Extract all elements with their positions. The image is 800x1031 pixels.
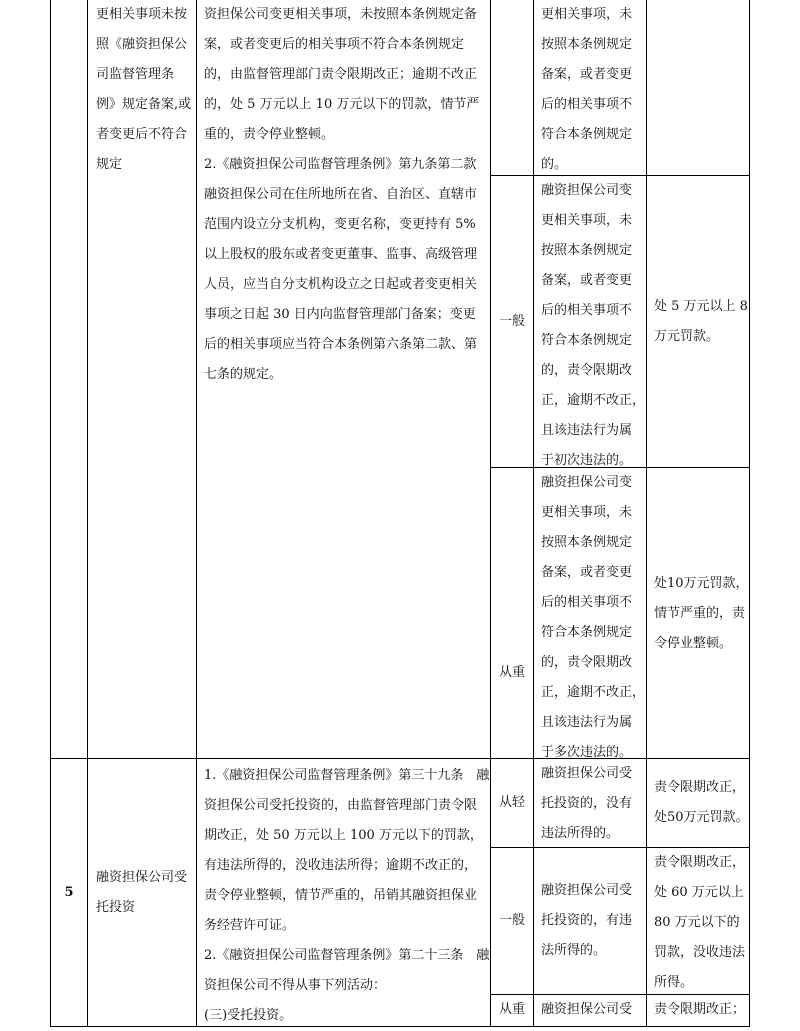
text-line: 1.《融资担保公司监督管理条例》第三十九条 融 [204,768,490,783]
penalty-cell [654,569,748,659]
text-line: 托投资的，有违 [541,913,633,928]
text-line: 备案，或者变更 [541,67,633,82]
text-line: 符合本条例规定 [541,333,633,348]
level-label: 从轻 [498,795,525,810]
text-line: 融资担保公司变 [541,183,633,198]
text-line: 融资担保公司受 [541,883,633,898]
penalty-cell [654,759,748,847]
row-number-label: 5 [64,884,74,900]
text-line: 者变更后不符合 [96,127,188,142]
text-line: 按照本条例规定 [541,37,633,52]
text-line: 违法所得的。 [541,826,620,841]
level-label: 从重 [498,665,525,680]
text-line: 后的相关事项不 [541,595,633,610]
text-line: 令停业整顿。 [654,636,733,651]
level-label: 从重 [498,1002,525,1017]
text-line: 务经营许可证。 [204,918,296,933]
text-line: 以上股权的股东或者变更董事、监事、高级管理 [204,247,478,262]
text-line: 处 60 万元以上 [654,885,744,900]
table-border-right [749,0,750,1027]
level-cell [491,995,533,1025]
text-line: 按照本条例规定 [541,243,633,258]
text-line: 的，责令限期改 [541,655,633,670]
text-line: 照《融资担保公 [96,37,188,52]
text-line: 责令停业整顿，情节严重的，吊销其融资担保业 [204,888,478,903]
text-line: 融资担保公司受 [541,1002,633,1017]
text-line: 范围内设立分支机构，变更名称，变更持有 5% [204,217,476,232]
level-cell [491,176,533,467]
text-line: 后的相关事项应当符合本条例第六条第二款、第 [204,337,478,352]
text-line: 符合本条例规定 [541,127,633,142]
penalty-cell [654,176,748,467]
text-line: 更相关事项，未 [541,7,633,22]
violation-matter-cell [96,0,194,180]
text-line: 的。 [541,157,568,172]
text-line: 期改正，处 50 万元以上 100 万元以下的罚款， [204,828,483,843]
text-line: 托投资的，没有 [541,796,633,811]
column-divider [646,0,647,1027]
text-line: 例》规定备案,或 [96,97,192,112]
text-line: 备案，或者变更 [541,565,633,580]
text-line: 罚款，没收违法 [654,945,746,960]
text-line: 80 万元以下的 [654,915,740,930]
text-line: 的，处 5 万元以上 10 万元以下的罚款，情节严 [204,97,480,112]
text-line: 融资担保公司受 [96,869,188,885]
row-number [51,759,87,1026]
text-line: 情节严重的，责 [654,606,746,621]
level-cell [491,658,533,688]
circumstance-cell [541,0,645,180]
text-line: 处 5 万元以上 8 [654,298,748,314]
text-line: 重的，责令停业整顿。 [204,127,335,142]
column-divider [87,0,88,1027]
text-line: 后的相关事项不 [541,303,633,318]
text-line: 2.《融资担保公司监督管理条例》第九条第二款 [204,157,477,172]
circumstance-cell [541,468,645,768]
text-line: 七条的规定。 [204,367,283,382]
circumstance-cell [541,759,645,849]
violation-matter-cell [96,759,194,1026]
text-line: 案，或者变更后的相关事项不符合本条例规定 [204,37,465,52]
text-line: 处10万元罚款， [654,576,749,591]
text-line: 责令限期改正， [654,855,746,870]
text-line: 所得。 [654,975,694,990]
text-line: 的，责令限期改 [541,363,633,378]
text-line: 按照本条例规定 [541,535,633,550]
text-line: 且该违法行为属 [541,715,633,730]
level-label: 一般 [498,913,525,928]
text-line: 2.《融资担保公司监督管理条例》第二十三条 融 [204,948,490,963]
text-line: 符合本条例规定 [541,625,633,640]
penalty-cell [654,848,748,998]
circumstance-cell [541,995,645,1025]
text-line: 正，逾期不改正， [541,685,646,700]
legal-basis-cell [204,761,488,1031]
legal-basis-cell [204,0,488,390]
column-divider [533,0,534,1027]
text-line: 更相关事项，未 [541,505,633,520]
text-line: 正，逾期不改正， [541,393,646,408]
text-line: 托投资 [96,899,136,915]
text-line: (三)受托投资。 [204,1008,293,1023]
text-line: 的，由监督管理部门责令限期改正；逾期不改正 [204,67,478,82]
text-line: 有违法所得的，没收违法所得；逾期不改正的， [204,858,478,873]
text-line: 司监督管理条 [96,67,175,82]
text-line: 更相关事项未按 [96,7,188,22]
text-line: 处50万元罚款。 [654,810,749,825]
text-line: 备案，或者变更 [541,273,633,288]
level-cell [491,848,533,994]
text-line: 资担保公司受托投资的，由监督管理部门责令限 [204,798,478,813]
text-line: 法所得的。 [541,943,607,958]
text-line: 事项之日起 30 日内向监督管理部门备案；变更 [204,307,476,322]
text-line: 于初次违法的。 [541,453,633,468]
circumstance-cell [541,848,645,994]
text-line: 于多次违法的。 [541,745,633,760]
text-line: 人员，应当自分支机构设立之日起或者变更相关 [204,277,478,292]
text-line: 后的相关事项不 [541,97,633,112]
level-label: 一般 [498,313,525,329]
text-line: 资担保公司不得从事下列活动： [204,978,387,993]
text-line: 融资担保公司变 [541,475,633,490]
text-line: 责令限期改正； [654,1002,746,1017]
text-line: 规定 [96,157,123,172]
text-line: 更相关事项，未 [541,213,633,228]
text-line: 责令限期改正， [654,780,746,795]
circumstance-cell [541,176,645,476]
column-divider [196,0,197,1027]
text-line: 融资担保公司受 [541,766,633,781]
text-line: 万元罚款。 [654,328,720,344]
penalty-cell [654,995,748,1025]
text-line: 融资担保公司在住所地所在省、自治区、直辖市 [204,187,478,202]
text-line: 资担保公司变更相关事项，未按照本条例规定备 [204,7,478,22]
text-line: 且该违法行为属 [541,423,633,438]
level-cell [491,759,533,847]
